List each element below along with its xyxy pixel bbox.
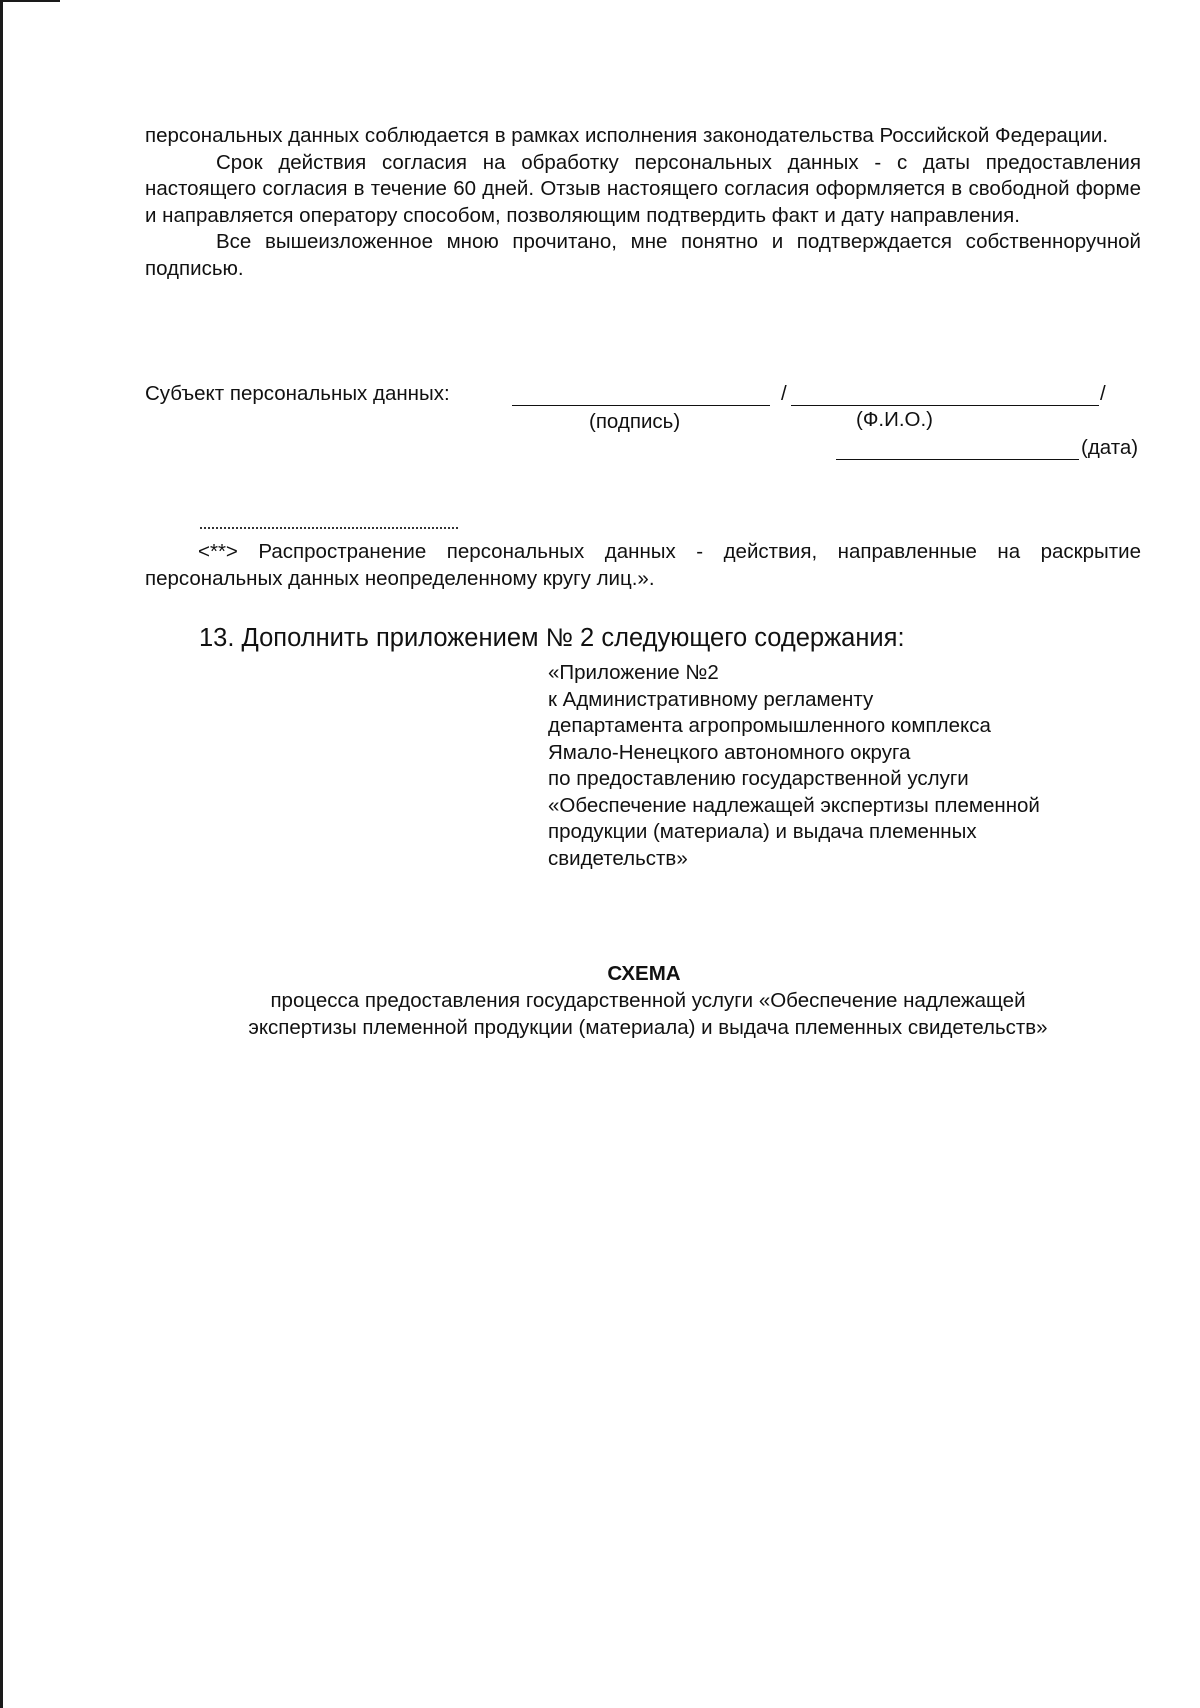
consent-paragraph-confirmation: Все вышеизложенное мною прочитано, мне понятно и подтверждается собственноручной подписью. <box>145 230 1141 280</box>
appendix-header-line: продукции (материала) и выдача племенных <box>548 820 977 843</box>
slash-separator: / <box>781 382 787 405</box>
subject-label: Субъект персональных данных: <box>145 382 450 405</box>
appendix-header <box>548 660 1040 872</box>
schema-subtitle <box>168 988 1128 1041</box>
signature-line <box>512 405 770 406</box>
appendix-header-line: Ямало-Ненецкого автономного округа <box>548 740 911 764</box>
schema-subtitle-line: процесса предоставления государственной услуги «Обеспечение надлежащей <box>270 989 1026 1012</box>
appendix-header-line: свидетельств» <box>548 846 688 870</box>
fio-line <box>791 405 1099 406</box>
signature-caption: (подпись) <box>589 410 681 433</box>
scan-edge-top <box>0 0 60 2</box>
footnote <box>145 539 1141 592</box>
consent-paragraph-processing-terms: персональных данных соблюдается в рамках исполнения законодательства Российской Федерации. <box>145 124 1109 147</box>
appendix-header-line: департамента агропромышленного комплекса <box>548 714 991 737</box>
footnote-text: <**> Распространение персональных данных - действия, направленные на раскрытие персональных данных неопределенному кругу лиц.». <box>145 540 1141 590</box>
scan-edge <box>0 0 3 1708</box>
date-caption: (дата) <box>1081 436 1139 459</box>
appendix-header-line: к Административному регламенту <box>548 687 874 711</box>
schema-title: СХЕМА <box>607 962 681 985</box>
appendix-header-line: «Приложение №2 <box>548 661 719 684</box>
amendment-item-13: 13. Дополнить приложением № 2 следующего содержания: <box>199 624 905 652</box>
footnote-separator <box>200 527 458 529</box>
consent-paragraph-validity-term: Срок действия согласия на обработку персональных данных - с даты предоставления настоящего согласия в течение 60 дней. Отзыв настоящего согласия оформляется в свободной форме и направляется оператору способом, позволяющим подтвердить факт и дату направления. <box>145 150 1141 227</box>
fio-caption: (Ф.И.О.) <box>856 408 934 431</box>
consent-text <box>145 123 1141 282</box>
appendix-header-line: по предоставлению государственной услуги <box>548 767 969 790</box>
appendix-header-line: «Обеспечение надлежащей экспертизы племенной <box>548 793 1040 817</box>
slash-separator: / <box>1100 382 1106 405</box>
date-line <box>836 459 1079 460</box>
schema-subtitle-line: экспертизы племенной продукции (материала) и выдача племенных свидетельств» <box>248 1015 1048 1039</box>
